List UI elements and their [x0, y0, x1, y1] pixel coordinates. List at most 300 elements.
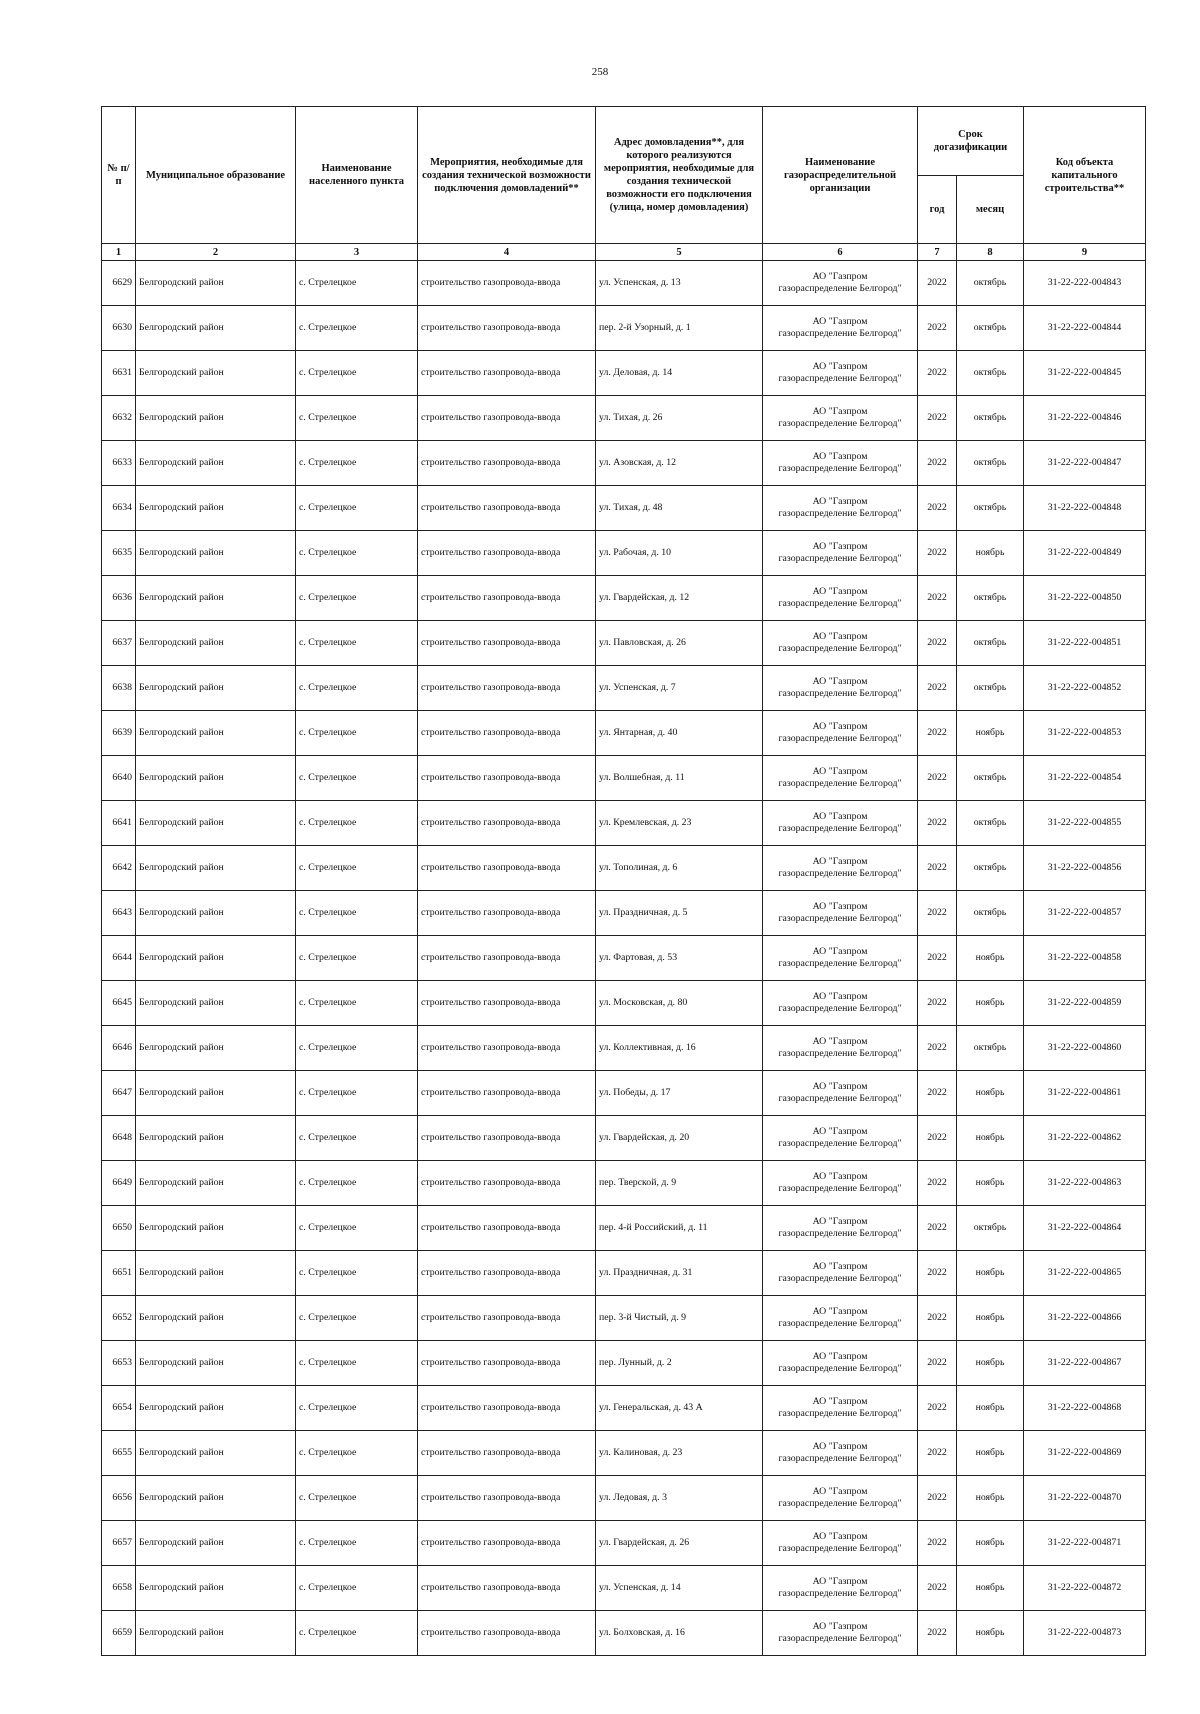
code-cell: 31-22-222-004867: [1024, 1341, 1146, 1386]
code-cell: 31-22-222-004862: [1024, 1116, 1146, 1161]
month-cell: ноябрь: [957, 936, 1024, 981]
code-cell: 31-22-222-004852: [1024, 666, 1146, 711]
year-cell: 2022: [918, 1431, 957, 1476]
row-number: 6653: [102, 1341, 136, 1386]
year-cell: 2022: [918, 1341, 957, 1386]
code-cell: 31-22-222-004858: [1024, 936, 1146, 981]
table-row: [102, 891, 1146, 936]
organization-line2: газораспределение Белгород": [778, 1228, 902, 1239]
address-cell: ул. Праздничная, д. 31: [596, 1251, 763, 1296]
organization-line2: газораспределение Белгород": [778, 463, 902, 474]
column-number: 4: [418, 244, 596, 261]
month-cell: октябрь: [957, 846, 1024, 891]
organization-line1: АО "Газпром: [812, 1441, 868, 1452]
table-row: [102, 1251, 1146, 1296]
month-cell: ноябрь: [957, 1341, 1024, 1386]
address-cell: ул. Коллективная, д. 16: [596, 1026, 763, 1071]
year-cell: 2022: [918, 1026, 957, 1071]
organization-cell: [763, 1341, 918, 1386]
settlement-cell: с. Стрелецкое: [296, 1026, 418, 1071]
municipality-cell: Белгородский район: [136, 486, 296, 531]
organization-line1: АО "Газпром: [812, 1081, 868, 1092]
settlement-cell: с. Стрелецкое: [296, 1161, 418, 1206]
table-row: [102, 1296, 1146, 1341]
organization-line1: АО "Газпром: [812, 316, 868, 327]
code-cell: 31-22-222-004849: [1024, 531, 1146, 576]
organization-line2: газораспределение Белгород": [778, 373, 902, 384]
year-cell: 2022: [918, 621, 957, 666]
measure-cell: строительство газопровода-ввода: [418, 1521, 596, 1566]
measure-cell: строительство газопровода-ввода: [418, 1296, 596, 1341]
municipality-cell: Белгородский район: [136, 1206, 296, 1251]
municipality-cell: Белгородский район: [136, 1026, 296, 1071]
table-row: [102, 486, 1146, 531]
row-number: 6645: [102, 981, 136, 1026]
settlement-cell: с. Стрелецкое: [296, 486, 418, 531]
organization-line1: АО "Газпром: [812, 1171, 868, 1182]
measure-cell: строительство газопровода-ввода: [418, 396, 596, 441]
address-cell: ул. Павловская, д. 26: [596, 621, 763, 666]
year-cell: 2022: [918, 306, 957, 351]
month-cell: ноябрь: [957, 1161, 1024, 1206]
year-cell: 2022: [918, 666, 957, 711]
organization-cell: [763, 1611, 918, 1656]
organization-cell: [763, 576, 918, 621]
settlement-cell: с. Стрелецкое: [296, 1476, 418, 1521]
month-cell: ноябрь: [957, 1386, 1024, 1431]
table-row: [102, 441, 1146, 486]
organization-line2: газораспределение Белгород": [778, 1408, 902, 1419]
organization-line2: газораспределение Белгород": [778, 1543, 902, 1554]
code-cell: 31-22-222-004859: [1024, 981, 1146, 1026]
organization-cell: [763, 1161, 918, 1206]
code-cell: 31-22-222-004861: [1024, 1071, 1146, 1116]
table-row: [102, 801, 1146, 846]
column-number: 8: [957, 244, 1024, 261]
municipality-cell: Белгородский район: [136, 1566, 296, 1611]
settlement-cell: с. Стрелецкое: [296, 981, 418, 1026]
month-cell: ноябрь: [957, 1251, 1024, 1296]
row-number: 6635: [102, 531, 136, 576]
settlement-cell: с. Стрелецкое: [296, 1386, 418, 1431]
row-number: 6631: [102, 351, 136, 396]
municipality-cell: Белгородский район: [136, 396, 296, 441]
address-cell: ул. Болховская, д. 16: [596, 1611, 763, 1656]
code-cell: 31-22-222-004845: [1024, 351, 1146, 396]
code-cell: 31-22-222-004848: [1024, 486, 1146, 531]
year-cell: 2022: [918, 576, 957, 621]
organization-line1: АО "Газпром: [812, 496, 868, 507]
address-cell: ул. Деловая, д. 14: [596, 351, 763, 396]
table-row: [102, 756, 1146, 801]
settlement-cell: с. Стрелецкое: [296, 711, 418, 756]
row-number: 6643: [102, 891, 136, 936]
table-row: [102, 981, 1146, 1026]
year-cell: 2022: [918, 441, 957, 486]
organization-cell: [763, 666, 918, 711]
settlement-cell: с. Стрелецкое: [296, 1341, 418, 1386]
code-cell: 31-22-222-004851: [1024, 621, 1146, 666]
settlement-cell: с. Стрелецкое: [296, 1521, 418, 1566]
year-cell: 2022: [918, 261, 957, 306]
year-cell: 2022: [918, 1116, 957, 1161]
settlement-cell: с. Стрелецкое: [296, 1116, 418, 1161]
month-cell: октябрь: [957, 756, 1024, 801]
code-cell: 31-22-222-004856: [1024, 846, 1146, 891]
settlement-cell: с. Стрелецкое: [296, 306, 418, 351]
organization-line2: газораспределение Белгород": [778, 1453, 902, 1464]
measure-cell: строительство газопровода-ввода: [418, 981, 596, 1026]
municipality-cell: Белгородский район: [136, 891, 296, 936]
settlement-cell: с. Стрелецкое: [296, 801, 418, 846]
municipality-cell: Белгородский район: [136, 576, 296, 621]
row-number: 6650: [102, 1206, 136, 1251]
row-number: 6652: [102, 1296, 136, 1341]
settlement-cell: с. Стрелецкое: [296, 1431, 418, 1476]
organization-line2: газораспределение Белгород": [778, 1588, 902, 1599]
municipality-cell: Белгородский район: [136, 846, 296, 891]
address-cell: пер. Лунный, д. 2: [596, 1341, 763, 1386]
measure-cell: строительство газопровода-ввода: [418, 1611, 596, 1656]
municipality-cell: Белгородский район: [136, 621, 296, 666]
organization-line2: газораспределение Белгород": [778, 643, 902, 654]
measure-cell: строительство газопровода-ввода: [418, 936, 596, 981]
organization-cell: [763, 1521, 918, 1566]
organization-line2: газораспределение Белгород": [778, 1273, 902, 1284]
settlement-cell: с. Стрелецкое: [296, 1566, 418, 1611]
row-number: 6646: [102, 1026, 136, 1071]
table-row: [102, 846, 1146, 891]
municipality-cell: Белгородский район: [136, 1071, 296, 1116]
month-cell: октябрь: [957, 891, 1024, 936]
settlement-cell: с. Стрелецкое: [296, 1251, 418, 1296]
month-cell: октябрь: [957, 441, 1024, 486]
measure-cell: строительство газопровода-ввода: [418, 756, 596, 801]
row-number: 6629: [102, 261, 136, 306]
measure-cell: строительство газопровода-ввода: [418, 1566, 596, 1611]
table-row: [102, 936, 1146, 981]
table-row: [102, 621, 1146, 666]
organization-cell: [763, 846, 918, 891]
organization-line1: АО "Газпром: [812, 766, 868, 777]
month-cell: ноябрь: [957, 1476, 1024, 1521]
year-cell: 2022: [918, 801, 957, 846]
address-cell: ул. Гвардейская, д. 12: [596, 576, 763, 621]
municipality-cell: Белгородский район: [136, 711, 296, 756]
organization-line2: газораспределение Белгород": [778, 1048, 902, 1059]
column-number: 1: [102, 244, 136, 261]
settlement-cell: с. Стрелецкое: [296, 756, 418, 801]
organization-line1: АО "Газпром: [812, 451, 868, 462]
measure-cell: строительство газопровода-ввода: [418, 1341, 596, 1386]
column-number: 3: [296, 244, 418, 261]
settlement-cell: с. Стрелецкое: [296, 351, 418, 396]
municipality-cell: Белгородский район: [136, 756, 296, 801]
year-cell: 2022: [918, 1476, 957, 1521]
organization-cell: [763, 891, 918, 936]
code-cell: 31-22-222-004865: [1024, 1251, 1146, 1296]
year-cell: 2022: [918, 1566, 957, 1611]
organization-line2: газораспределение Белгород": [778, 1003, 902, 1014]
municipality-cell: Белгородский район: [136, 1341, 296, 1386]
measure-cell: строительство газопровода-ввода: [418, 621, 596, 666]
year-cell: 2022: [918, 936, 957, 981]
organization-line1: АО "Газпром: [812, 541, 868, 552]
organization-line2: газораспределение Белгород": [778, 508, 902, 519]
settlement-cell: с. Стрелецкое: [296, 531, 418, 576]
measure-cell: строительство газопровода-ввода: [418, 441, 596, 486]
column-numbers-row: [102, 244, 1146, 261]
row-number: 6644: [102, 936, 136, 981]
table-row: [102, 396, 1146, 441]
municipality-cell: Белгородский район: [136, 1431, 296, 1476]
organization-line1: АО "Газпром: [812, 586, 868, 597]
table-row: [102, 666, 1146, 711]
municipality-cell: Белгородский район: [136, 1251, 296, 1296]
organization-cell: [763, 486, 918, 531]
address-cell: ул. Рабочая, д. 10: [596, 531, 763, 576]
address-cell: ул. Волшебная, д. 11: [596, 756, 763, 801]
code-cell: 31-22-222-004853: [1024, 711, 1146, 756]
measure-cell: строительство газопровода-ввода: [418, 1161, 596, 1206]
header-code: Код объекта капитального строительства**: [1024, 107, 1146, 244]
organization-line1: АО "Газпром: [812, 1306, 868, 1317]
year-cell: 2022: [918, 396, 957, 441]
address-cell: ул. Московская, д. 80: [596, 981, 763, 1026]
settlement-cell: с. Стрелецкое: [296, 936, 418, 981]
row-number: 6651: [102, 1251, 136, 1296]
page-number: 258: [591, 66, 609, 78]
organization-line2: газораспределение Белгород": [778, 1138, 902, 1149]
organization-cell: [763, 1476, 918, 1521]
address-cell: пер. 2-й Узорный, д. 1: [596, 306, 763, 351]
code-cell: 31-22-222-004855: [1024, 801, 1146, 846]
organization-line1: АО "Газпром: [812, 811, 868, 822]
row-number: 6654: [102, 1386, 136, 1431]
month-cell: ноябрь: [957, 1566, 1024, 1611]
row-number: 6658: [102, 1566, 136, 1611]
code-cell: 31-22-222-004869: [1024, 1431, 1146, 1476]
row-number: 6636: [102, 576, 136, 621]
month-cell: октябрь: [957, 801, 1024, 846]
organization-line1: АО "Газпром: [812, 1261, 868, 1272]
column-number: 2: [136, 244, 296, 261]
year-cell: 2022: [918, 1206, 957, 1251]
municipality-cell: Белгородский район: [136, 666, 296, 711]
code-cell: 31-22-222-004864: [1024, 1206, 1146, 1251]
month-cell: октябрь: [957, 396, 1024, 441]
row-number: 6659: [102, 1611, 136, 1656]
organization-line1: АО "Газпром: [812, 406, 868, 417]
code-cell: 31-22-222-004844: [1024, 306, 1146, 351]
address-cell: ул. Кремлевская, д. 23: [596, 801, 763, 846]
header-term: Срок догазификации: [918, 107, 1024, 176]
code-cell: 31-22-222-004870: [1024, 1476, 1146, 1521]
month-cell: ноябрь: [957, 711, 1024, 756]
month-cell: октябрь: [957, 486, 1024, 531]
organization-cell: [763, 351, 918, 396]
organization-line1: АО "Газпром: [812, 1531, 868, 1542]
table-row: [102, 711, 1146, 756]
organization-cell: [763, 711, 918, 756]
header-month: месяц: [957, 176, 1024, 244]
organization-line2: газораспределение Белгород": [778, 328, 902, 339]
organization-line1: АО "Газпром: [812, 1126, 868, 1137]
header-organization: Наименование газораспределительной организации: [763, 107, 918, 244]
table-row: [102, 1116, 1146, 1161]
organization-line2: газораспределение Белгород": [778, 1363, 902, 1374]
year-cell: 2022: [918, 1521, 957, 1566]
settlement-cell: с. Стрелецкое: [296, 396, 418, 441]
organization-cell: [763, 801, 918, 846]
row-number: 6649: [102, 1161, 136, 1206]
table-row: [102, 1026, 1146, 1071]
address-cell: ул. Генеральская, д. 43 А: [596, 1386, 763, 1431]
year-cell: 2022: [918, 756, 957, 801]
organization-line2: газораспределение Белгород": [778, 553, 902, 564]
organization-line2: газораспределение Белгород": [778, 823, 902, 834]
organization-cell: [763, 261, 918, 306]
table-row: [102, 1566, 1146, 1611]
municipality-cell: Белгородский район: [136, 306, 296, 351]
settlement-cell: с. Стрелецкое: [296, 1206, 418, 1251]
organization-line2: газораспределение Белгород": [778, 598, 902, 609]
organization-cell: [763, 441, 918, 486]
settlement-cell: с. Стрелецкое: [296, 666, 418, 711]
organization-cell: [763, 396, 918, 441]
organization-cell: [763, 1071, 918, 1116]
year-cell: 2022: [918, 846, 957, 891]
organization-line2: газораспределение Белгород": [778, 733, 902, 744]
organization-line1: АО "Газпром: [812, 1216, 868, 1227]
organization-cell: [763, 1431, 918, 1476]
table-row: [102, 1476, 1146, 1521]
month-cell: октябрь: [957, 666, 1024, 711]
address-cell: ул. Успенская, д. 14: [596, 1566, 763, 1611]
organization-line1: АО "Газпром: [812, 271, 868, 282]
organization-line2: газораспределение Белгород": [778, 283, 902, 294]
organization-cell: [763, 1566, 918, 1611]
column-number: 7: [918, 244, 957, 261]
code-cell: 31-22-222-004868: [1024, 1386, 1146, 1431]
municipality-cell: Белгородский район: [136, 801, 296, 846]
settlement-cell: с. Стрелецкое: [296, 441, 418, 486]
header-address: Адрес домовладения**, для которого реализуются мероприятия, необходимые для создания технической возможности его подключения (улица, номер домовладения): [596, 107, 763, 244]
organization-cell: [763, 1251, 918, 1296]
header-settlement: Наименование населенного пункта: [296, 107, 418, 244]
code-cell: 31-22-222-004847: [1024, 441, 1146, 486]
month-cell: октябрь: [957, 576, 1024, 621]
code-cell: 31-22-222-004871: [1024, 1521, 1146, 1566]
row-number: 6639: [102, 711, 136, 756]
table-row: [102, 1161, 1146, 1206]
organization-line1: АО "Газпром: [812, 1621, 868, 1632]
organization-line2: газораспределение Белгород": [778, 1498, 902, 1509]
organization-line2: газораспределение Белгород": [778, 688, 902, 699]
address-cell: ул. Успенская, д. 7: [596, 666, 763, 711]
municipality-cell: Белгородский район: [136, 1476, 296, 1521]
year-cell: 2022: [918, 531, 957, 576]
organization-cell: [763, 1386, 918, 1431]
measure-cell: строительство газопровода-ввода: [418, 306, 596, 351]
year-cell: 2022: [918, 1071, 957, 1116]
code-cell: 31-22-222-004843: [1024, 261, 1146, 306]
organization-line2: газораспределение Белгород": [778, 1183, 902, 1194]
measure-cell: строительство газопровода-ввода: [418, 576, 596, 621]
address-cell: ул. Тихая, д. 48: [596, 486, 763, 531]
address-cell: ул. Тополиная, д. 6: [596, 846, 763, 891]
table-row: [102, 1341, 1146, 1386]
settlement-cell: с. Стрелецкое: [296, 846, 418, 891]
organization-cell: [763, 306, 918, 351]
municipality-cell: Белгородский район: [136, 1161, 296, 1206]
year-cell: 2022: [918, 1296, 957, 1341]
header-measures: Мероприятия, необходимые для создания технической возможности подключения домовладений**: [418, 107, 596, 244]
table-row: [102, 1521, 1146, 1566]
row-number: 6640: [102, 756, 136, 801]
settlement-cell: с. Стрелецкое: [296, 1611, 418, 1656]
organization-cell: [763, 531, 918, 576]
organization-cell: [763, 621, 918, 666]
organization-line2: газораспределение Белгород": [778, 958, 902, 969]
address-cell: ул. Калиновая, д. 23: [596, 1431, 763, 1476]
address-cell: ул. Победы, д. 17: [596, 1071, 763, 1116]
organization-cell: [763, 1206, 918, 1251]
code-cell: 31-22-222-004863: [1024, 1161, 1146, 1206]
code-cell: 31-22-222-004873: [1024, 1611, 1146, 1656]
measure-cell: строительство газопровода-ввода: [418, 1431, 596, 1476]
row-number: 6633: [102, 441, 136, 486]
organization-line1: АО "Газпром: [812, 901, 868, 912]
measure-cell: строительство газопровода-ввода: [418, 1386, 596, 1431]
organization-line2: газораспределение Белгород": [778, 778, 902, 789]
row-number: 6641: [102, 801, 136, 846]
measure-cell: строительство газопровода-ввода: [418, 1206, 596, 1251]
settlement-cell: с. Стрелецкое: [296, 1296, 418, 1341]
year-cell: 2022: [918, 486, 957, 531]
month-cell: октябрь: [957, 621, 1024, 666]
address-cell: ул. Праздничная, д. 5: [596, 891, 763, 936]
organization-line1: АО "Газпром: [812, 991, 868, 1002]
address-cell: ул. Янтарная, д. 40: [596, 711, 763, 756]
month-cell: ноябрь: [957, 531, 1024, 576]
address-cell: ул. Успенская, д. 13: [596, 261, 763, 306]
settlement-cell: с. Стрелецкое: [296, 1071, 418, 1116]
organization-line1: АО "Газпром: [812, 1396, 868, 1407]
row-number: 6638: [102, 666, 136, 711]
address-cell: ул. Гвардейская, д. 20: [596, 1116, 763, 1161]
measure-cell: строительство газопровода-ввода: [418, 1026, 596, 1071]
organization-line2: газораспределение Белгород": [778, 868, 902, 879]
month-cell: ноябрь: [957, 981, 1024, 1026]
year-cell: 2022: [918, 711, 957, 756]
year-cell: 2022: [918, 981, 957, 1026]
row-number: 6637: [102, 621, 136, 666]
measure-cell: строительство газопровода-ввода: [418, 1071, 596, 1116]
municipality-cell: Белгородский район: [136, 261, 296, 306]
settlement-cell: с. Стрелецкое: [296, 891, 418, 936]
row-number: 6657: [102, 1521, 136, 1566]
row-number: 6647: [102, 1071, 136, 1116]
month-cell: октябрь: [957, 1206, 1024, 1251]
organization-line1: АО "Газпром: [812, 1351, 868, 1362]
row-number: 6630: [102, 306, 136, 351]
organization-line2: газораспределение Белгород": [778, 913, 902, 924]
table-row: [102, 531, 1146, 576]
row-number: 6632: [102, 396, 136, 441]
row-number: 6656: [102, 1476, 136, 1521]
code-cell: 31-22-222-004872: [1024, 1566, 1146, 1611]
